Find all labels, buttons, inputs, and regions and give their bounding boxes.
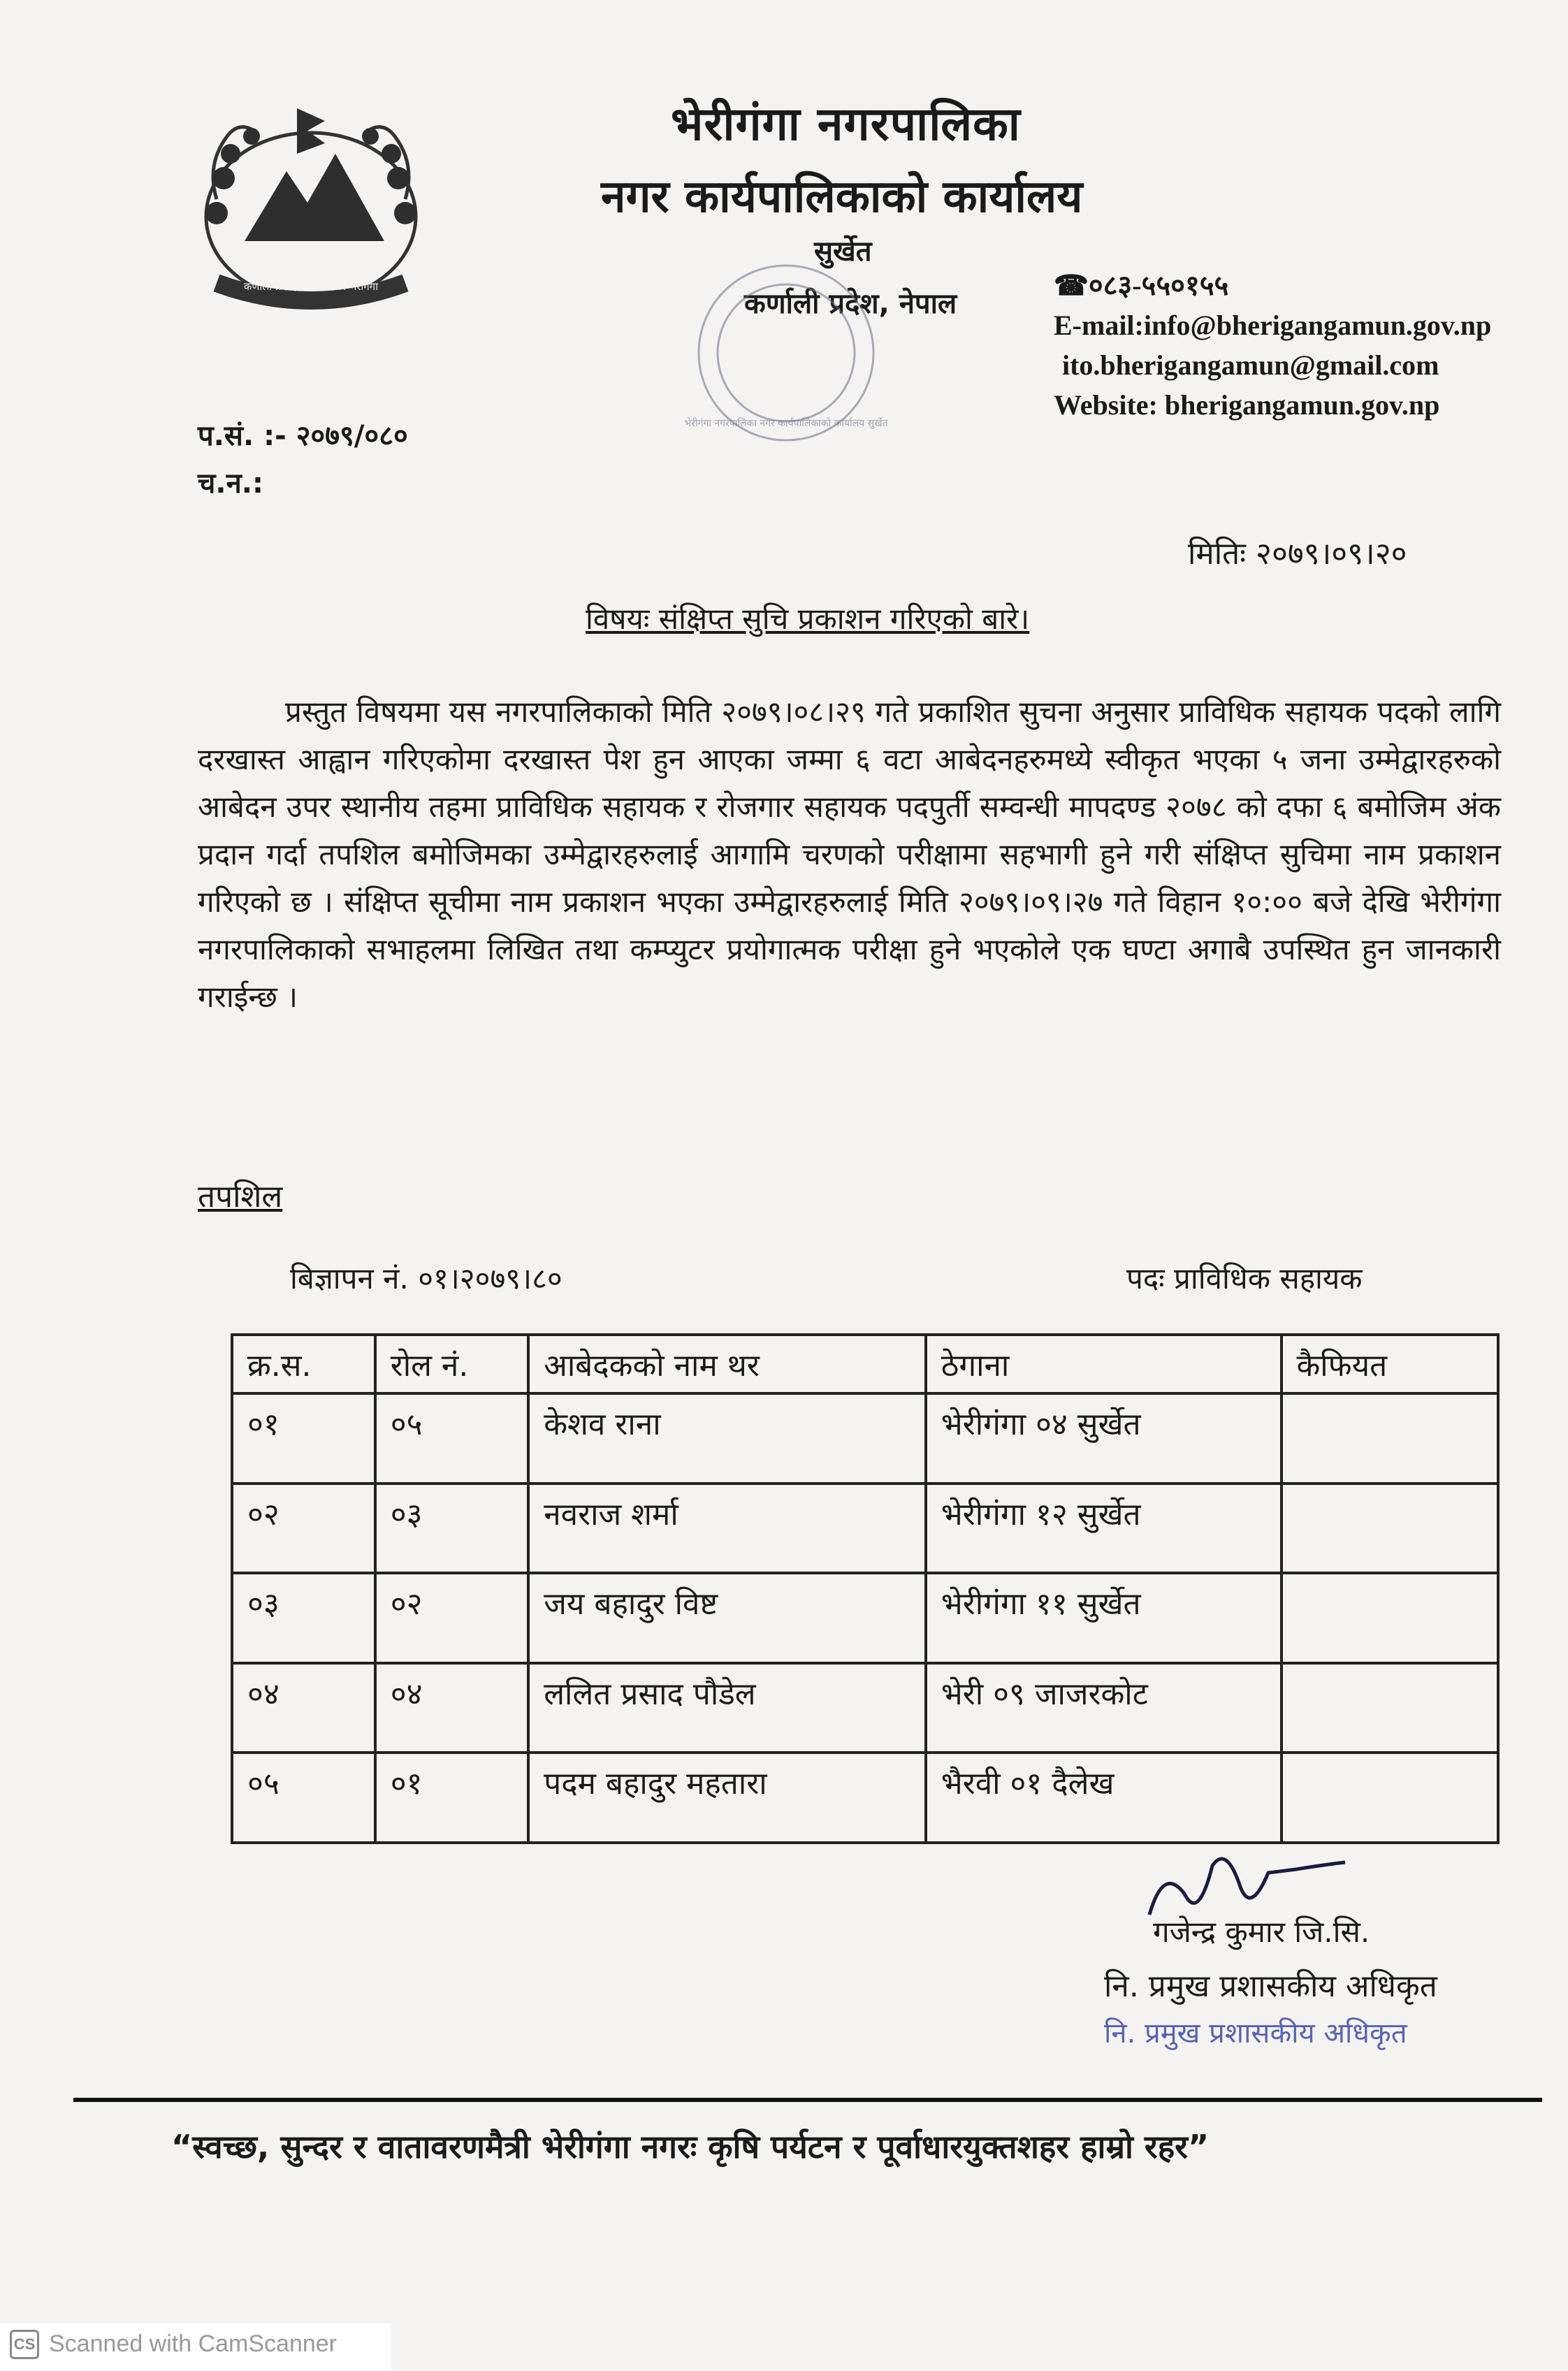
table-row <box>232 1663 1498 1753</box>
cell-remarks <box>1282 1663 1498 1753</box>
office-stamp-text: भेरीगंगा नगरपालिका नगर कार्यपालिकाको कार्यालय सुर्खेत <box>684 418 888 429</box>
province-name: कर्णाली प्रदेश, नेपाल <box>744 288 957 320</box>
cell-name: जय बहादुर विष्ट <box>528 1573 926 1663</box>
signatory-stamp: नि. प्रमुख प्रशासकीय अधिकृत <box>1104 2017 1407 2050</box>
letter-body: प्रस्तुत विषयमा यस नगरपालिकाको मिति २०७९।०८।२९ गते प्रकाशित सुचना अनुसार प्राविधिक सहायक पदको लागि दरखास्त आह्वान गरिएकोमा दरखास्त पेश हुन आएका जम्मा ६ वटा आबेदनहरुमध्ये स्वीकृत भएका ५ जना उम्मेद्वारहरुको आबेदन उपर स्थानीय तहमा प्राविधिक सहायक र रोजगार सहायक पदपुर्ती सम्वन्धी मापदण्ड २०७८ को दफा ६ बमोजिम अंक प्रदान गर्दा तपशिल बमोजिमका उम्मेद्वारहरुलाई आगामि चरणको परीक्षामा सहभागी हुने गरी संक्षिप्त सुचिमा नाम प्रकाशन गरिएको छ । संक्षिप्त सूचीमा नाम प्रकाशन भएका उम्मेद्वारहरुलाई मिति २०७९।०९।२७ गते विहान १०:०० बजे देखि भेरीगंगा नगरपालिकाको सभाहलमा लिखित तथा कम्प्युटर प्रयोगात्मक परीक्षा हुने भएकोले एक घण्टा अगाबै उपस्थित हुन जानकारी गराईन्छ । <box>198 695 1501 1014</box>
letter-date: मितिः २०७९।०९।२० <box>1188 536 1407 572</box>
letter-subject: विषयः संक्षिप्त सुचि प्रकाशन गरिएको बारे। <box>586 602 1030 636</box>
cell-name: ललित प्रसाद पौडेल <box>528 1663 926 1753</box>
nepal-emblem <box>175 87 447 318</box>
cell-address: भेरी ०९ जाजरकोट <box>926 1663 1282 1753</box>
table-header-row <box>232 1335 1498 1393</box>
office-stamp <box>681 252 891 454</box>
email-primary: E-mail:info@bherigangamun.gov.np <box>1054 310 1492 341</box>
col-roll: रोल नं. <box>375 1335 529 1393</box>
candidate-table <box>231 1333 1500 1844</box>
cell-remarks <box>1282 1484 1498 1574</box>
col-serial: क्र.स. <box>232 1335 375 1393</box>
emblem-motto: कर्णाली प्रदेश, नगरपालिका भेरीगंगा <box>243 280 379 293</box>
cell-serial: ०१ <box>232 1393 375 1484</box>
cell-remarks <box>1282 1393 1498 1484</box>
col-remarks: कैफियत <box>1282 1335 1498 1393</box>
post-name: पदः प्राविधिक सहायक <box>1126 1261 1363 1296</box>
cell-roll: ०२ <box>375 1573 529 1663</box>
cell-serial: ०४ <box>232 1663 375 1753</box>
tapasil-heading: तपशिल <box>198 1179 283 1214</box>
contact-block <box>1054 266 1491 425</box>
reference-block <box>198 412 408 507</box>
website: Website: bherigangamun.gov.np <box>1054 389 1440 421</box>
col-address: ठेगाना <box>926 1335 1282 1393</box>
office-name: नगर कार्यपालिकाको कार्यालय <box>601 171 1083 223</box>
table-row <box>232 1573 1498 1663</box>
cell-name: पदम बहादुर महतारा <box>528 1753 926 1843</box>
scanner-watermark-text: Scanned with CamScanner <box>49 2330 337 2357</box>
cell-address: भेरीगंगा ११ सुर्खेत <box>926 1573 1282 1663</box>
email-secondary: ito.bherigangamun@gmail.com <box>1062 349 1439 381</box>
cell-serial: ०२ <box>232 1484 375 1574</box>
table-row <box>232 1484 1498 1574</box>
cell-roll: ०३ <box>375 1484 529 1574</box>
patra-sankhya: प.सं. :- २०७९/०८० <box>198 420 408 452</box>
cell-serial: ०३ <box>232 1573 375 1663</box>
camscanner-icon: CS <box>10 2330 39 2359</box>
table-row <box>232 1393 1498 1484</box>
signatory-name: गजेन्द्र कुमार जि.सि. <box>1153 1915 1370 1949</box>
cell-roll: ०४ <box>375 1663 529 1753</box>
cell-remarks <box>1282 1573 1498 1663</box>
cell-address: भैरवी ०१ दैलेख <box>926 1753 1282 1843</box>
org-name: भेरीगंगा नगरपालिका <box>671 97 1021 151</box>
cell-address: भेरीगंगा १२ सुर्खेत <box>926 1484 1282 1574</box>
col-name: आबेदकको नाम थर <box>528 1335 926 1393</box>
municipal-slogan: “स्वच्छ, सुन्दर र वातावरणमैत्री भेरीगंगा नगरः कृषि पर्यटन र पूर्वाधारयुक्तशहर हाम्रो रहर” <box>171 2128 1210 2166</box>
table-row <box>232 1753 1498 1843</box>
cell-address: भेरीगंगा ०४ सुर्खेत <box>926 1393 1282 1484</box>
cell-remarks <box>1282 1753 1498 1843</box>
signatory-title: नि. प्रमुख प्रशासकीय अधिकृत <box>1104 1968 1437 2004</box>
phone-number: ☎०८३-५५०१५५ <box>1054 270 1229 301</box>
footer-divider <box>73 2098 1542 2102</box>
district-name: सुर्खेत <box>814 235 872 268</box>
cell-name: नवराज शर्मा <box>528 1484 926 1574</box>
chalani-number: च.न.: <box>198 467 263 500</box>
cell-roll: ०५ <box>375 1393 529 1484</box>
cell-serial: ०५ <box>232 1753 375 1843</box>
advert-number: बिज्ञापन नं. ०१।२०७९।८० <box>290 1261 562 1296</box>
cell-roll: ०१ <box>375 1753 529 1843</box>
cell-name: केशव राना <box>528 1393 926 1484</box>
